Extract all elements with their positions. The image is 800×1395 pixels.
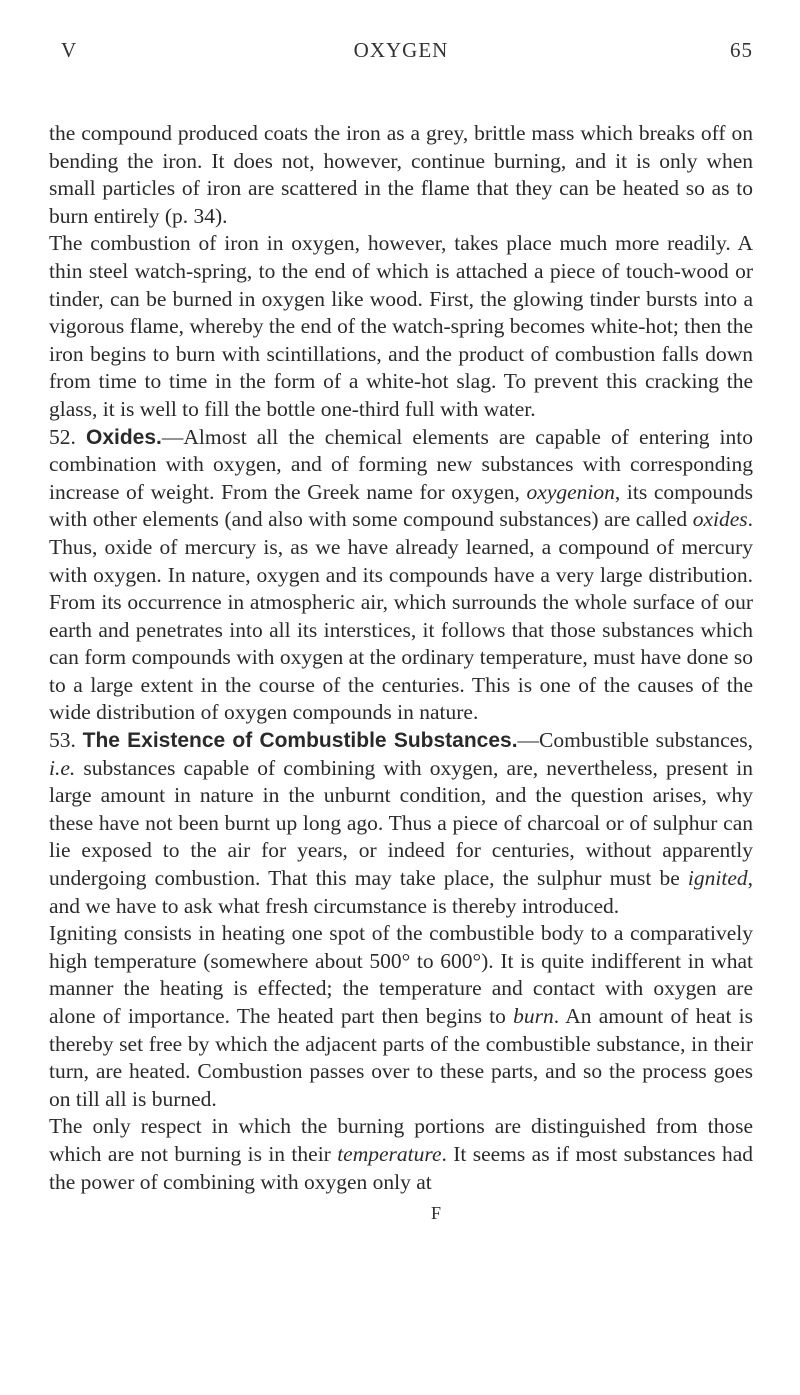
section-heading: The Existence of Combustible Substances.	[82, 729, 518, 753]
italic-term: oxygenion	[526, 479, 615, 504]
signature-mark: F	[430, 1203, 441, 1224]
section-52	[49, 424, 753, 728]
text-run: Igniting consists in heating one spot of the combustible body to a comparatively high temperature (somewhere about 500° to 600°). It is quite indifferent in what manner the heating is effected; the temperature and contact with oxygen are alone of importance. The heated part then begins to	[49, 921, 753, 1028]
italic-term: oxides	[692, 507, 748, 532]
body-text	[49, 120, 753, 1228]
text-run: —Almost all the chemical elements are capable of entering into combination with oxygen, and of forming new substances with corresponding increase of weight. From the Greek name for oxygen,	[49, 424, 754, 504]
text-run: —Combustible substances,	[517, 728, 753, 753]
italic-term: temperature	[337, 1141, 442, 1166]
running-title: OXYGEN	[353, 38, 449, 62]
running-head	[49, 38, 753, 72]
section-number: 52.	[49, 424, 76, 449]
paragraph-5	[49, 920, 753, 1113]
text-run: , and we have to ask what fresh circumstance is thereby introduced.	[49, 866, 753, 918]
paragraph-6	[49, 1113, 753, 1196]
text-run: The only respect in which the burning portions are distinguished from those which are not burning is in their	[49, 1114, 753, 1166]
italic-term: i.e.	[49, 755, 76, 780]
italic-term: ignited	[687, 866, 748, 891]
text-run: substances capable of combining with oxygen, are, nevertheless, present in large amount in nature in the unburnt condition, and the question arises, why these have not been burnt up long ago. Thus a piece of charcoal or of sulphur can lie exposed to the air for years, or indeed for centuries, without apparently undergoing combustion. That this may take place, the sulphur must be	[49, 755, 753, 891]
section-53	[49, 727, 753, 920]
section-number: 53.	[49, 728, 76, 753]
section-heading: Oxides.	[85, 425, 162, 449]
text-run: . An amount of heat is thereby set free by which the adjacent parts of the combustible substance, in their turn, are heated. Combustion passes over to these parts, and so the process goes on till all is burned.	[49, 1004, 753, 1111]
chapter-number: V	[61, 38, 78, 62]
paragraph-1: the compound produced coats the iron as a grey, brittle mass which breaks off on bending the iron. It does not, however, continue burning, and it is only when small particles of iron are scattered in the flame that they can be heated so as to burn entirely (p. 34).	[49, 121, 753, 228]
page-number: 65	[730, 38, 753, 62]
text-run: , its compounds with other elements (and also with some compound substances) are called	[49, 479, 753, 532]
italic-term: burn	[513, 1004, 554, 1028]
text-run: . Thus, oxide of mercury is, as we have already learned, a compound of mercury with oxygen. In nature, oxygen and its compounds have a very large distribution. From its occurrence in atmospheric air, which surrounds the whole surface of our earth and penetrates into all its interstices, it follows that those substances which can form compounds with oxygen at the ordinary temperature, must have done so to a large extent in the course of the centuries. This is one of the causes of the wide distribution of oxygen compounds in nature.	[49, 507, 753, 725]
text-run: . It seems as if most substances had the power of combining with oxygen only at	[49, 1141, 753, 1194]
paragraph-2: The combustion of iron in oxygen, however, takes place much more readily. A thin steel watch-spring, to the end of which is attached a piece of touch-wood or tinder, can be burned in oxygen like wood. First, the glowing tinder bursts into a vigorous flame, whereby the end of the watch-spring becomes white-hot; then the iron begins to burn with scintillations, and the product of combustion falls down from time to time in the form of a white-hot slag. To prevent this cracking the glass, it is well to fill the bottle one-third full with water.	[49, 231, 753, 421]
